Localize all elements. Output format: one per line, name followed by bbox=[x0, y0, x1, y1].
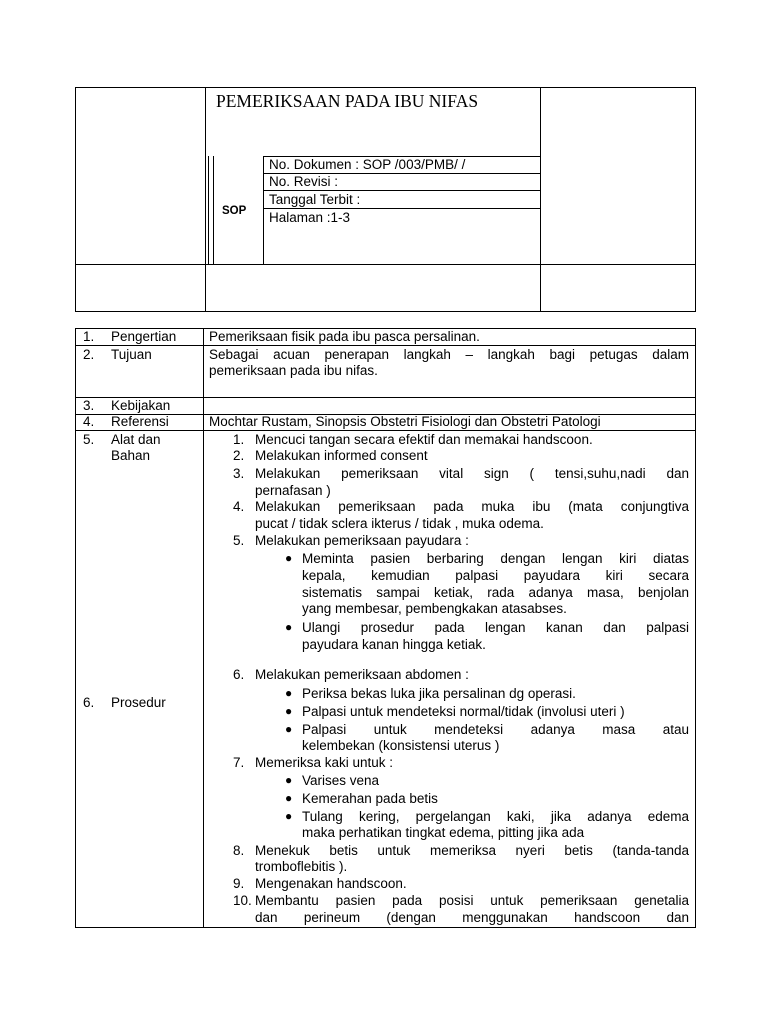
bullet-text: Meminta pasien berbaring dengan lengan kiri diatas bbox=[302, 551, 689, 566]
document-title: PEMERIKSAAN PADA IBU NIFAS bbox=[216, 91, 479, 111]
tujuan-text-line1: Sebagai acuan penerapan langkah – langkah bagi petugas dalam bbox=[209, 347, 689, 362]
row-num-kebijakan: 3. bbox=[83, 398, 95, 413]
step-number: 3. bbox=[233, 466, 245, 481]
step-text: tromboflebitis ). bbox=[255, 859, 348, 874]
step-number: 2. bbox=[233, 448, 245, 463]
bullet-icon: ● bbox=[285, 722, 293, 736]
row-num-prosedur: 6. bbox=[83, 695, 95, 710]
row-label-alat-1: Alat dan bbox=[111, 432, 161, 447]
step-number: 6. bbox=[233, 667, 245, 682]
bullet-text: kepala, kemudian palpasi payudara kiri secara bbox=[302, 568, 689, 583]
step-number: 9. bbox=[233, 876, 245, 891]
bullet-icon: ● bbox=[285, 551, 293, 565]
bullet-text: sistematis sampai ketiak, rada adanya masa, benjolan bbox=[302, 585, 689, 600]
tujuan-text-line2: pemeriksaan pada ibu nifas. bbox=[209, 363, 378, 378]
bullet-icon: ● bbox=[285, 704, 293, 718]
bullet-icon: ● bbox=[285, 686, 293, 700]
bullet-text: maka perhatikan tingkat edema, pitting jika ada bbox=[302, 825, 585, 840]
bullet-text: Periksa bekas luka jika persalinan dg operasi. bbox=[302, 686, 576, 701]
doc-number: No. Dokumen : SOP /003/PMB/ / bbox=[269, 157, 466, 172]
bullet-text: Tulang kering, pergelangan kaki, jika adanya edema bbox=[302, 809, 689, 824]
step-text: Memeriksa kaki untuk : bbox=[255, 755, 394, 770]
row-label-pengertian: Pengertian bbox=[111, 329, 177, 344]
step-number: 8. bbox=[233, 843, 245, 858]
doc-revision: No. Revisi : bbox=[269, 174, 339, 189]
row-label-kebijakan: Kebijakan bbox=[111, 398, 171, 413]
step-number: 5. bbox=[233, 533, 245, 548]
bullet-text: yang membesar, pembengkakan atasabses. bbox=[302, 601, 567, 616]
step-number: 7. bbox=[233, 755, 245, 770]
step-text: Melakukan pemeriksaan pada muka ibu (mata conjungtiva bbox=[255, 499, 689, 514]
doc-page: Halaman :1-3 bbox=[269, 210, 351, 225]
doc-issue-date: Tanggal Terbit : bbox=[269, 192, 361, 207]
bullet-text: kelembekan (konsistensi uterus ) bbox=[302, 738, 500, 753]
bullet-icon: ● bbox=[285, 620, 293, 634]
step-text: pucat / tidak sclera ikterus / tidak , muka odema. bbox=[255, 516, 544, 531]
step-text: Melakukan pemeriksaan abdomen : bbox=[255, 667, 469, 682]
row-label-prosedur: Prosedur bbox=[111, 695, 166, 710]
referensi-text: Mochtar Rustam, Sinopsis Obstetri Fisiologi dan Obstetri Patologi bbox=[209, 414, 601, 429]
sop-label: SOP bbox=[222, 205, 247, 217]
bullet-text: Ulangi prosedur pada lengan kanan dan palpasi bbox=[302, 620, 689, 635]
row-num-referensi: 4. bbox=[83, 414, 95, 429]
row-label-alat-2: Bahan bbox=[111, 448, 151, 463]
bullet-icon: ● bbox=[285, 791, 293, 805]
bullet-text: Palpasi untuk mendeteksi adanya masa atau bbox=[302, 722, 689, 737]
bullet-icon: ● bbox=[285, 773, 293, 787]
step-number: 1. bbox=[233, 432, 245, 447]
row-label-referensi: Referensi bbox=[111, 414, 169, 429]
step-text: dan perineum (dengan menggunakan handscoon dan bbox=[255, 910, 689, 925]
step-text: Mengenakan handscoon. bbox=[255, 876, 407, 891]
row-num-alat: 5. bbox=[83, 432, 95, 447]
step-text: Melakukan pemeriksaan payudara : bbox=[255, 533, 469, 548]
bullet-text: payudara kanan hingga ketiak. bbox=[302, 637, 486, 652]
step-text: Melakukan informed consent bbox=[255, 448, 428, 463]
step-text: Mencuci tangan secara efektif dan memakai handscoon. bbox=[255, 432, 593, 447]
bullet-text: Varises vena bbox=[302, 773, 380, 788]
step-text: Melakukan pemeriksaan vital sign ( tensi,suhu,nadi dan bbox=[255, 466, 689, 481]
step-text: Membantu pasien pada posisi untuk pemeriksaan genetalia bbox=[255, 893, 689, 908]
row-num-tujuan: 2. bbox=[83, 347, 95, 362]
bullet-text: Palpasi untuk mendeteksi normal/tidak (involusi uteri ) bbox=[302, 704, 625, 719]
bullet-text: Kemerahan pada betis bbox=[302, 791, 438, 806]
step-number: 10. bbox=[233, 893, 252, 908]
pengertian-text: Pemeriksaan fisik pada ibu pasca persalinan. bbox=[209, 329, 480, 344]
row-label-tujuan: Tujuan bbox=[111, 347, 152, 362]
step-text: Menekuk betis untuk memeriksa nyeri betis (tanda-tanda bbox=[255, 843, 689, 858]
step-number: 4. bbox=[233, 499, 245, 514]
row-num-pengertian: 1. bbox=[83, 329, 95, 344]
step-text: pernafasan ) bbox=[255, 483, 331, 498]
bullet-icon: ● bbox=[285, 809, 293, 823]
